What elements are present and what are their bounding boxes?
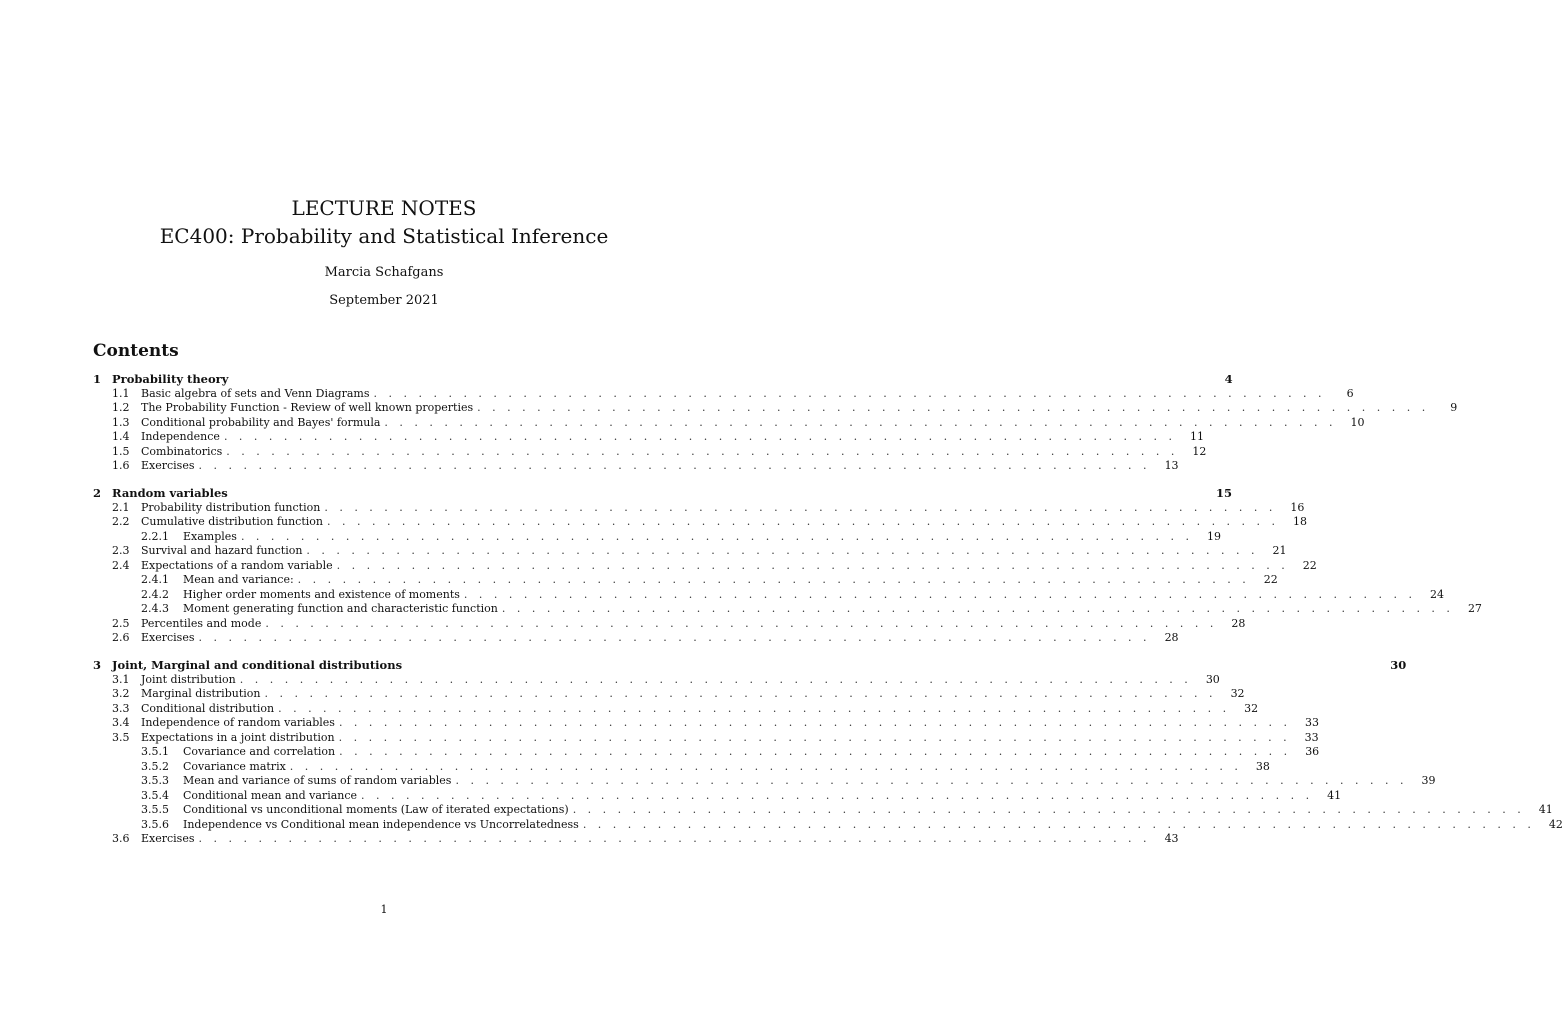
toc-title: Covariance matrix [183,759,286,773]
toc-title: Conditional vs unconditional moments (Law of iterated expectations) [183,803,569,816]
toc-section[interactable] [93,500,1305,516]
toc-title: Independence of random variables [141,716,335,729]
toc-chapter[interactable] [93,486,1232,501]
toc-section[interactable] [93,386,1354,402]
toc-page-number: 41 [1538,803,1553,816]
toc-title: Basic algebra of sets and Venn Diagrams [141,386,370,400]
toc-leader-dots: . . . . . . . . . . . . . . . . . . . . . . . . . . . . . . . . . . . . . . . . . . . . . . . . . . . . . . . . . . . . . . . . [373,386,1326,400]
toc-section[interactable] [93,687,1245,702]
toc-leader-dots: . . . . . . . . . . . . . . . . . . . . . . . . . . . . . . . . . . . . . . . . . . . . . . . . . . . . . . . . . . . . . . . . [463,587,1416,601]
toc-title: Independence [141,430,220,443]
toc-page-number: 39 [1421,774,1436,787]
toc-page-number: 13 [1164,459,1179,472]
toc-page-number: 11 [1190,430,1205,443]
toc-leader-dots: . . . . . . . . . . . . . . . . . . . . . . . . . . . . . . . . . . . . . . . . . . . . . . . . . . . . . . . . . . . . . . . . [338,730,1291,744]
toc-number: 2.4.3 [141,602,169,615]
toc-page-number: 18 [1293,515,1308,528]
toc-section[interactable] [93,730,1319,746]
toc-leader-dots: . . . . . . . . . . . . . . . . . . . . . . . . . . . . . . . . . . . . . . . . . . . . . . . . . . . . . . . . . . . . . . . . [306,544,1259,557]
toc-subsection[interactable] [93,745,1320,760]
toc-title: The Probability Function - Review of well known properties [141,401,474,414]
toc-number: 3.4 [112,716,130,729]
toc-number: 2.4 [112,558,130,572]
contents-heading: Contents [93,341,179,361]
toc-number: 3.5.5 [141,803,169,816]
toc-title: Conditional mean and variance [183,788,358,802]
toc-title: Mean and variance: [183,573,294,586]
toc-title: Exercises [141,459,195,472]
table-of-contents [93,372,1563,847]
toc-page-number: 16 [1290,500,1305,514]
toc-page-number: 42 [1548,817,1563,831]
toc-page-number: 32 [1244,701,1259,715]
toc-page-number: 30 [1390,658,1407,672]
toc-leader-dots: . . . . . . . . . . . . . . . . . . . . . . . . . . . . . . . . . . . . . . . . . . . . . . . . . . . . . . . . . . . . . . . . [455,774,1408,787]
toc-section[interactable] [93,631,1179,646]
toc-section[interactable] [93,515,1308,530]
toc-number: 3.1 [112,672,130,686]
toc-leader-dots: . . . . . . . . . . . . . . . . . . . . . . . . . . . . . . . . . . . . . . . . . . . . . . . . . . . . . . . . . . . . . . . . [501,602,1454,615]
toc-number: 1 [93,372,102,386]
toc-page-number: 6 [1346,386,1354,400]
toc-number: 2.1 [112,500,130,514]
toc-page-number: 15 [1215,486,1232,500]
toc-leader-dots: . . . . . . . . . . . . . . . . . . . . . . . . . . . . . . . . . . . . . . . . . . . . . . . . . . . . . . . . . . . . . . . . [223,430,1177,443]
toc-leader-dots: . . . . . . . . . . . . . . . . . . . . . . . . . . . . . . . . . . . . . . . . . . . . . . . . . . . . . . . . . . . . . . . . [336,558,1289,572]
toc-subsection[interactable] [93,759,1270,775]
toc-number: 2 [93,486,102,500]
toc-leader-dots: . . . . . . . . . . . . . . . . . . . . . . . . . . . . . . . . . . . . . . . . . . . . . . . . . . . . . . . . . . . . . . . . [326,515,1280,528]
toc-title: Expectations in a joint distribution [141,730,335,744]
toc-number: 2.6 [112,631,130,644]
toc-leader-dots: . . . . . . . . . . . . . . . . . . . . . . . . . . . . . . . . . . . . . . . . . . . . . . . . . . . . . . . . . . . . . . . . [361,788,1314,802]
toc-title: Independence vs Conditional mean independence vs Uncorrelatedness [183,817,579,831]
toc-leader-dots: . . . . . . . . . . . . . . . . . . . . . . . . . . . . . . . . . . . . . . . . . . . . . . . . . . . . . . . . . . . . . . . . [264,687,1217,700]
toc-number: 1.5 [112,444,130,458]
toc-number: 1.3 [112,415,130,429]
toc-section[interactable] [93,544,1287,559]
toc-page-number: 28 [1164,631,1179,644]
toc-page-number: 19 [1207,529,1222,543]
toc-page-number: 43 [1164,832,1179,845]
toc-section[interactable] [93,459,1179,474]
toc-subsection[interactable] [93,803,1553,818]
toc-title: Probability distribution function [141,500,321,514]
toc-section[interactable] [93,672,1220,688]
toc-leader-dots: . . . . . . . . . . . . . . . . . . . . . . . . . . . . . . . . . . . . . . . . . . . . . . . . . . . . . . . . . . . . . . . . [582,817,1535,831]
toc-number: 3.5.2 [141,759,169,773]
toc-leader-dots: . . . . . . . . . . . . . . . . . . . . . . . . . . . . . . . . . . . . . . . . . . . . . . . . . . . . . . . . . . . . . . . . [278,701,1231,715]
toc-page-number: 24 [1429,587,1444,601]
toc-number: 2.2.1 [141,529,169,543]
toc-subsection[interactable] [93,573,1278,588]
toc-page-number: 21 [1272,544,1287,557]
toc-number: 3.6 [112,832,130,845]
toc-title: Expectations of a random variable [141,558,333,572]
toc-section[interactable] [93,701,1259,717]
toc-title: Covariance and correlation [183,745,336,758]
toc-section[interactable] [93,716,1320,731]
toc-leader-dots: . . . . . . . . . . . . . . . . . . . . . . . . . . . . . . . . . . . . . . . . . . . . . . . . . . . . . . . . . . . . . . . . [572,803,1525,816]
toc-section[interactable] [93,444,1207,460]
toc-title: Probability theory [112,372,229,386]
toc-leader-dots: . . . . . . . . . . . . . . . . . . . . . . . . . . . . . . . . . . . . . . . . . . . . . . . . . . . . . . . . . . . . . . . . [198,459,1151,472]
toc-number: 3.5 [112,730,130,744]
toc-number: 3.2 [112,687,130,700]
toc-number: 2.5 [112,616,130,630]
toc-leader-dots: . . . . . . . . . . . . . . . . . . . . . . . . . . . . . . . . . . . . . . . . . . . . . . . . . . . . . . . . . . . . . . . . [324,500,1277,514]
toc-leader-dots: . . . . . . . . . . . . . . . . . . . . . . . . . . . . . . . . . . . . . . . . . . . . . . . . . . . . . . . . . . . . . . . . [198,832,1151,845]
toc-section[interactable] [93,401,1458,416]
toc-page-number: 12 [1192,444,1207,458]
toc-number: 3.5.6 [141,817,169,831]
toc-title: Random variables [112,486,228,500]
toc-title: Exercises [141,832,195,845]
toc-leader-dots: . . . . . . . . . . . . . . . . . . . . . . . . . . . . . . . . . . . . . . . . . . . . . . . . . . . . . . . . . . . . . . . . [239,672,1192,686]
toc-chapter[interactable] [93,658,1407,673]
toc-number: 1.4 [112,430,130,443]
toc-title: Examples [183,529,237,543]
toc-number: 1.6 [112,459,130,472]
toc-title: Survival and hazard function [141,544,303,557]
toc-page-number: 38 [1255,759,1270,773]
toc-title: Exercises [141,631,195,644]
toc-title: Percentiles and mode [141,616,262,630]
toc-number: 2.4.2 [141,587,169,601]
toc-leader-dots: . . . . . . . . . . . . . . . . . . . . . . . . . . . . . . . . . . . . . . . . . . . . . . . . . . . . . . . . . . . . . . . . [339,745,1292,758]
toc-subsection[interactable] [93,529,1222,545]
toc-leader-dots: . . . . . . . . . . . . . . . . . . . . . . . . . . . . . . . . . . . . . . . . . . . . . . . . . . . . . . . . . . . . . . . . [265,616,1218,630]
toc-number: 3 [93,658,102,672]
toc-page-number: 33 [1305,716,1320,729]
toc-leader-dots: . . . . . . . . . . . . . . . . . . . . . . . . . . . . . . . . . . . . . . . . . . . . . . . . . . . . . . . . . . . . . . . . [226,444,1179,458]
toc-subsection[interactable] [93,774,1436,789]
toc-page-number: 32 [1230,687,1245,700]
toc-leader-dots: . . . . . . . . . . . . . . . . . . . . . . . . . . . . . . . . . . . . . . . . . . . . . . . . . . . . . . . . . . . . . . . . [198,631,1151,644]
toc-number: 3.5.3 [141,774,169,787]
toc-subsection[interactable] [93,602,1482,617]
toc-page-number: 22 [1302,558,1317,572]
toc-title: Conditional distribution [141,701,275,715]
toc-title: Joint, Marginal and conditional distributions [112,658,403,672]
toc-page-number: 22 [1263,573,1278,586]
document-title-line-1: LECTURE NOTES [291,196,477,220]
toc-subsection[interactable] [93,587,1444,603]
toc-number: 2.2 [112,515,130,528]
toc-leader-dots: . . . . . . . . . . . . . . . . . . . . . . . . . . . . . . . . . . . . . . . . . . . . . . . . . . . . . . . . . . . . . . . . [289,759,1242,773]
toc-number: 2.3 [112,544,130,557]
toc-page-number: 30 [1205,672,1220,686]
toc-leader-dots: . . . . . . . . . . . . . . . . . . . . . . . . . . . . . . . . . . . . . . . . . . . . . . . . . . . . . . . . . . . . . . . . [297,573,1250,586]
toc-section[interactable] [93,430,1205,445]
toc-title: Combinatorics [141,444,223,458]
toc-subsection[interactable] [93,788,1342,804]
date: September 2021 [329,293,439,308]
toc-number: 3.3 [112,701,130,715]
toc-page-number: 4 [1224,372,1233,386]
toc-page-number: 36 [1305,745,1320,758]
toc-section[interactable] [93,558,1317,574]
page-number: 1 [380,903,388,916]
toc-section[interactable] [93,616,1246,632]
toc-title: Marginal distribution [141,687,261,700]
toc-page-number: 9 [1450,401,1458,414]
toc-title: Conditional probability and Bayes' formula [141,415,381,429]
toc-number: 1.1 [112,386,130,400]
toc-title: Mean and variance of sums of random variables [183,774,452,787]
toc-number: 3.5.4 [141,788,169,802]
toc-number: 1.2 [112,401,130,414]
toc-page-number: 10 [1350,415,1365,429]
toc-number: 3.5.1 [141,745,169,758]
toc-title: Cumulative distribution function [141,515,323,528]
toc-subsection[interactable] [93,817,1563,833]
toc-page-number: 33 [1304,730,1319,744]
author: Marcia Schafgans [324,265,444,280]
toc-leader-dots: . . . . . . . . . . . . . . . . . . . . . . . . . . . . . . . . . . . . . . . . . . . . . . . . . . . . . . . . . . . . . . . . [384,415,1337,429]
toc-page-number: 27 [1467,602,1482,615]
toc-section[interactable] [93,832,1179,847]
toc-number: 2.4.1 [141,573,169,586]
toc-chapter[interactable] [93,372,1233,387]
toc-page-number: 41 [1327,788,1342,802]
toc-section[interactable] [93,415,1365,431]
toc-leader-dots: . . . . . . . . . . . . . . . . . . . . . . . . . . . . . . . . . . . . . . . . . . . . . . . . . . . . . . . . . . . . . . . . [477,401,1430,414]
toc-title: Higher order moments and existence of moments [183,587,460,601]
toc-title: Moment generating function and characteristic function [183,602,498,615]
toc-page-number: 28 [1231,616,1246,630]
toc-leader-dots: . . . . . . . . . . . . . . . . . . . . . . . . . . . . . . . . . . . . . . . . . . . . . . . . . . . . . . . . . . . . . . . . [338,716,1292,729]
toc-leader-dots: . . . . . . . . . . . . . . . . . . . . . . . . . . . . . . . . . . . . . . . . . . . . . . . . . . . . . . . . . . . . . . . . [240,529,1194,543]
document-title-line-2: EC400: Probability and Statistical Inference [159,224,609,248]
toc-title: Joint distribution [141,672,236,686]
